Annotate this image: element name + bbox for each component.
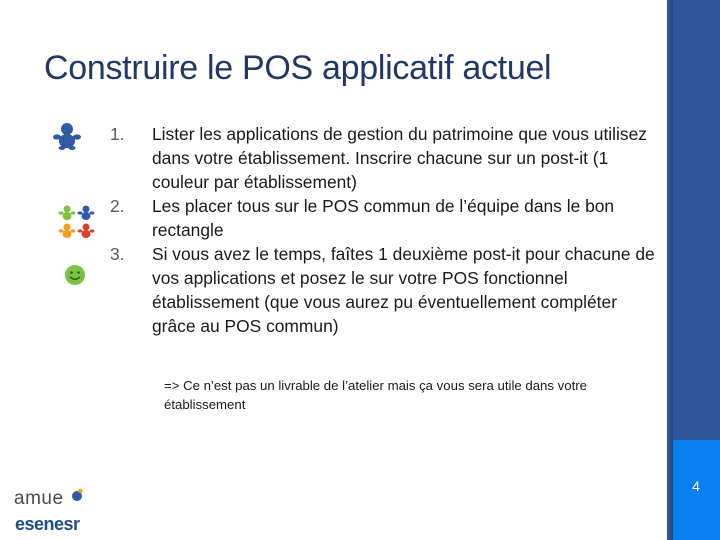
step-text: Si vous avez le temps, faîtes 1 deuxième post-it pour chacune de vos applications et posez le sur votre POS fonctionnel établissement (que vous aurez pu éventuellement compléter grâce au POS commun) — [152, 244, 655, 336]
page-number: 4 — [692, 478, 700, 494]
step-text: Les placer tous sur le POS commun de l’équipe dans le bon rectangle — [152, 196, 615, 240]
step-item-1 — [110, 122, 655, 194]
team-icon — [58, 204, 96, 240]
step-item-3 — [110, 242, 655, 338]
amue-logo-mark-icon — [70, 488, 84, 502]
footnote: => Ce n’est pas un livrable de l’atelier mais ça vous sera utile dans votre établissement — [164, 378, 587, 412]
steps-list — [110, 122, 655, 338]
step-number: 1. — [110, 124, 125, 144]
amue-logo — [14, 488, 84, 510]
step-item-2 — [110, 194, 655, 242]
step-number: 3. — [110, 244, 125, 264]
smiley-icon — [64, 264, 86, 286]
step-text: Lister les applications de gestion du patrimoine que vous utilisez dans votre établissement. Inscrire chacune sur un post-it (1 couleur par établissement) — [152, 124, 647, 192]
slide-title: Construire le POS applicatif actuel — [44, 49, 552, 87]
esenesr-logo: esenesr — [15, 514, 80, 534]
amue-logo-text: amue — [14, 488, 64, 509]
person-icon — [52, 122, 82, 150]
step-number: 2. — [110, 196, 125, 216]
